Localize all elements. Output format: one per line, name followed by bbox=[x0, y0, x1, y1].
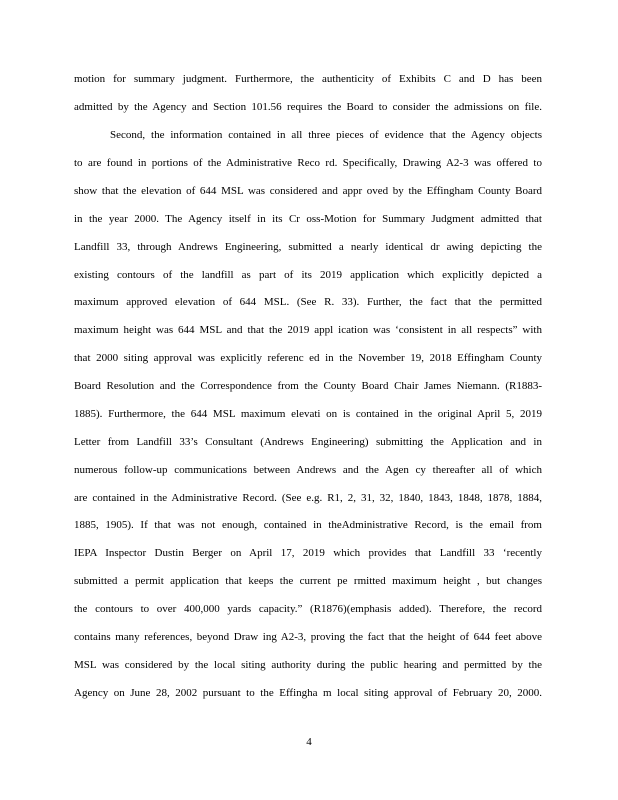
paragraph-first-line: Second, the information contained in all three pieces of evidence that the Agency objects bbox=[110, 129, 542, 141]
text-line: are contained in the Administrative Record. (See e.g. R1, 2, 31, 32, 1840, 1843, 1848, 1878, 1884, bbox=[74, 492, 542, 504]
text-line: in the year 2000. The Agency itself in its Cr oss-Motion for Summary Judgment admitted that bbox=[74, 213, 542, 225]
text-line: to are found in portions of the Administrative Reco rd. Specifically, Drawing A2-3 was offered to bbox=[74, 157, 542, 169]
text-line: IEPA Inspector Dustin Berger on April 17, 2019 which provides that Landfill 33 ‘recently bbox=[74, 547, 542, 559]
page-number: 4 bbox=[306, 736, 312, 748]
text-line: MSL was considered by the local siting authority during the public hearing and permitted by the bbox=[74, 659, 542, 671]
text-line: the contours to over 400,000 yards capacity.” (R1876)(emphasis added). Therefore, the record bbox=[74, 603, 542, 615]
text-line: maximum height was 644 MSL and that the 2019 appl ication was ‘consistent in all respects” with bbox=[74, 324, 542, 336]
text-line: Landfill 33, through Andrews Engineering, submitted a nearly identical dr awing depicting the bbox=[74, 241, 542, 253]
text-line: numerous follow-up communications between Andrews and the Agen cy thereafter all of which bbox=[74, 464, 542, 476]
text-line: 1885, 1905). If that was not enough, contained in theAdministrative Record, is the email from bbox=[74, 519, 542, 531]
text-line: existing contours of the landfill as part of its 2019 application which explicitly depicted a bbox=[74, 269, 542, 281]
text-line: submitted a permit application that keeps the current pe rmitted maximum height , but changes bbox=[74, 575, 542, 587]
text-line: Board Resolution and the Correspondence from the County Board Chair James Niemann. (R1883- bbox=[74, 380, 542, 392]
text-line: maximum approved elevation of 644 MSL. (See R. 33). Further, the fact that the permitted bbox=[74, 296, 542, 308]
text-line: Letter from Landfill 33’s Consultant (Andrews Engineering) submitting the Application and in bbox=[74, 436, 542, 448]
text-line: motion for summary judgment. Furthermore, the authenticity of Exhibits C and D has been bbox=[74, 73, 542, 85]
text-line: show that the elevation of 644 MSL was considered and appr oved by the Effingham County Board bbox=[74, 185, 542, 197]
text-line: that 2000 siting approval was explicitly referenc ed in the November 19, 2018 Effingham County bbox=[74, 352, 542, 364]
text-line: 1885). Furthermore, the 644 MSL maximum elevati on is contained in the original April 5, 2019 bbox=[74, 408, 542, 420]
text-line: admitted by the Agency and Section 101.56 requires the Board to consider the admissions on file. bbox=[74, 101, 542, 113]
text-line: contains many references, beyond Draw ing A2-3, proving the fact that the height of 644 feet above bbox=[74, 631, 542, 643]
text-line: Agency on June 28, 2002 pursuant to the Effingha m local siting approval of February 20, 2000. bbox=[74, 687, 542, 699]
